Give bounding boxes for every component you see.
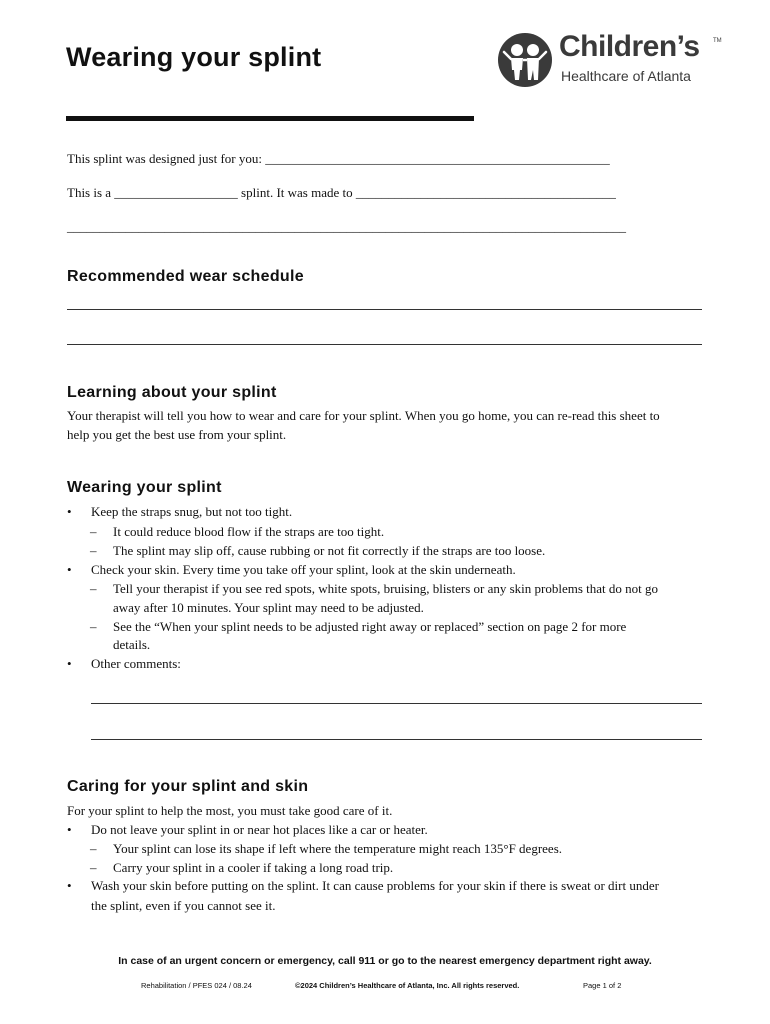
- wearing-bullet-2: Check your skin. Every time you take off your splint, look at the skin underneath.: [91, 562, 516, 577]
- page-title: Wearing your splint: [66, 42, 322, 72]
- logo: [497, 32, 727, 90]
- bullet-marker: •: [67, 504, 72, 519]
- comments-line-1: [91, 703, 702, 704]
- wearing-sub-3-line-2: away after 10 minutes. Your splint may need to be adjusted.: [113, 600, 424, 615]
- schedule-line-1: [67, 309, 702, 310]
- caring-sub-1: Your splint can lose its shape if left where the temperature might reach 135°F degrees.: [113, 841, 563, 856]
- logo-trademark: TM: [713, 38, 722, 44]
- designed-for-line: This splint was designed just for you: _____________________________________________________: [67, 151, 610, 166]
- caring-bullet-2-line-2: the splint, even if you cannot see it.: [91, 898, 276, 913]
- wearing-sub-4-line-2: details.: [113, 637, 151, 652]
- wearing-sub-1: It could reduce blood flow if the straps are too tight.: [113, 524, 385, 539]
- wearing-sub-2: The splint may slip off, cause rubbing or not fit correctly if the straps are too loose.: [113, 543, 546, 558]
- caring-sub-2: Carry your splint in a cooler if taking a long road trip.: [113, 860, 394, 875]
- bullet-marker: •: [67, 656, 72, 671]
- wearing-sub-3-line-1: Tell your therapist if you see red spots, white spots, bruising, blisters or any skin problems that do not go: [113, 581, 659, 596]
- schedule-line-2: [67, 344, 702, 345]
- learning-paragraph: [67, 406, 717, 444]
- logo-subtitle: Healthcare of Atlanta: [561, 68, 691, 84]
- splint-type-line: This is a ___________________ splint. It was made to ________________________________________: [67, 185, 616, 200]
- dash-marker: –: [90, 841, 97, 856]
- dash-marker: –: [90, 524, 97, 539]
- wearing-bullet-3: Other comments:: [91, 656, 181, 671]
- caring-heading: Caring for your splint and skin: [67, 778, 309, 795]
- emergency-notice: In case of an urgent concern or emergency, call 911 or go to the nearest emergency department right away.: [118, 955, 652, 967]
- schedule-heading: Recommended wear schedule: [67, 268, 304, 285]
- learning-line-1: Your therapist will tell you how to wear and care for your splint. When you go home, you can re-read this sheet to: [67, 408, 660, 423]
- wearing-sub-4-line-1: See the “When your splint needs to be adjusted right away or replaced” section on page 2 for more: [113, 619, 627, 634]
- logo-name: Children’s: [559, 30, 700, 63]
- caring-bullet-1: Do not leave your splint in or near hot places like a car or heater.: [91, 822, 428, 837]
- caring-intro: For your splint to help the most, you must take good care of it.: [67, 803, 393, 818]
- copyright: ©2024 Children’s Healthcare of Atlanta, Inc. All rights reserved.: [295, 981, 520, 990]
- bullet-marker: •: [67, 822, 72, 837]
- wearing-bullet-1: Keep the straps snug, but not too tight.: [91, 504, 293, 519]
- learning-line-2: help you get the best use from your splint.: [67, 427, 287, 442]
- dash-marker: –: [90, 581, 97, 596]
- dash-marker: –: [90, 543, 97, 558]
- page-number: Page 1 of 2: [583, 981, 622, 990]
- dash-marker: –: [90, 860, 97, 875]
- children-figures-icon: [497, 32, 553, 88]
- wearing-heading: Wearing your splint: [67, 479, 222, 496]
- made-to-continuation-line: ______________________________________________________________________________________: [67, 219, 626, 234]
- caring-bullet-2-line-1: Wash your skin before putting on the splint. It can cause problems for your skin if there is sweat or dirt under: [91, 878, 659, 893]
- document-id: Rehabilitation / PFES 024 / 08.24: [141, 981, 252, 990]
- bullet-marker: •: [67, 878, 72, 893]
- title-underline: [66, 116, 474, 121]
- dash-marker: –: [90, 619, 97, 634]
- bullet-marker: •: [67, 562, 72, 577]
- learning-heading: Learning about your splint: [67, 384, 277, 401]
- comments-line-2: [91, 739, 702, 740]
